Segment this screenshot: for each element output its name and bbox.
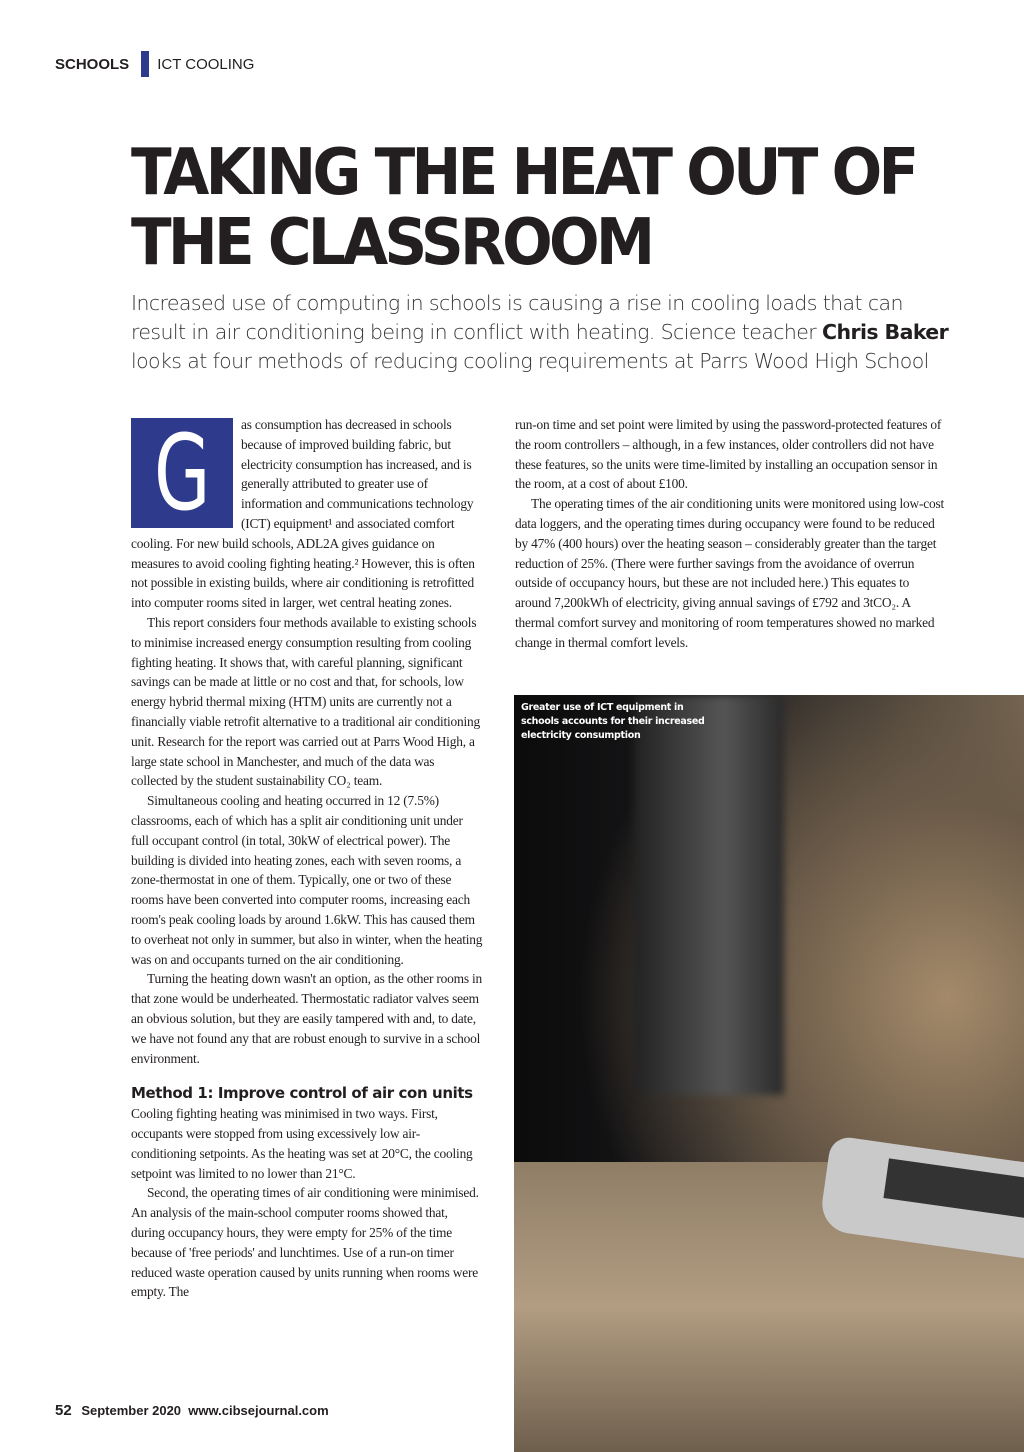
right-column xyxy=(515,415,945,653)
paragraph: Second, the operating times of air conditioning were minimised. An analysis of the main-school computer rooms showed that, during occupancy hours, they were empty for 25% of the time because of 'free periods' and lunchtimes. Use of a run-on timer reduced waste operation caused by units running when rooms were empty. The xyxy=(131,1185,479,1300)
section-label: SCHOOLS xyxy=(55,55,130,73)
standfirst-text: Increased use of computing in schools is causing a rise in cooling loads that can result in air conditioning being in conflict with heating. Science teacher xyxy=(131,291,903,344)
section-divider xyxy=(141,51,149,77)
subheading-method-1: Method 1: Improve control of air con units xyxy=(131,1084,473,1103)
monitor-shape xyxy=(634,695,784,1095)
standfirst-text-end: looks at four methods of reducing cooling requirements at Parrs Wood High School xyxy=(131,349,929,373)
paragraph: Simultaneous cooling and heating occurred in 12 (7.5%) classrooms, each of which has a split air conditioning unit under full occupant control (in total, 30kW of electrical power). The building is divided into heating zones, each with seven rooms, a zone-thermostat in one of them. Typically, one or two of these rooms have been converted into computer rooms, increasing each room's peak cooling loads by around 1.6kW. This has caused them to overheat not only in summer, but also in winter, when the heating was on and occupants turned on the air conditioning. xyxy=(131,793,483,967)
author-name: Chris Baker xyxy=(822,320,949,344)
article-title: TAKING THE HEAT OUT OF THE CLASSROOM xyxy=(131,136,916,280)
paragraph: as consumption has decreased in schools because of improved building fabric, but electricity consumption has increased, and is generally attributed to greater use of information and communications technology (ICT) equipment¹ and associated comfort cooling. For new build schools, ADL2A gives guidance on measures to avoid cooling fighting heating.² However, this is often not possible in existing builds, where air conditioning is retrofitted into computer rooms sited in larger, wet central heating zones. xyxy=(131,417,475,611)
paragraph: This report considers four methods available to existing schools to minimise increased energy consumption resulting from cooling fighting heating. It shows that, with careful planning, significant savings can be made at little or no cost and that, for schools, low energy hybrid thermal mixing (HTM) units are currently not a financially viable retrofit alternative to a traditional air conditioning unit. Research for the report was carried out at Parrs Wood High, a large state school in Manchester, and much of the data was collected by the student sustainability CO₂ team. xyxy=(131,614,481,789)
issue-date: September 2020 xyxy=(81,1403,182,1418)
page-number: 52 xyxy=(55,1402,72,1419)
left-column xyxy=(131,412,483,1302)
standfirst xyxy=(131,289,951,376)
website-link[interactable]: www.cibsejournal.com xyxy=(188,1403,329,1418)
photo-caption: Greater use of ICT equipment in schools accounts for their increased electricity consumption xyxy=(521,702,705,741)
paragraph: Turning the heating down wasn't an option, as the other rooms in that zone would be underheated. Thermostatic radiator valves seem an obvious solution, but they are easily tampered with and, to date, we have not found any that are robust enough to survive in a school environment. xyxy=(131,971,483,1066)
drop-cap: G xyxy=(131,418,233,528)
page-footer xyxy=(55,1402,329,1419)
classroom-computer-photo xyxy=(514,695,1024,1452)
paragraph: run-on time and set point were limited by using the password-protected features of the room controllers – although, in a few instances, older controllers did not have these features, so the units were time-limited by installing an occupation sensor in the room, at a cost of about £100. xyxy=(515,417,942,492)
topic-label: ICT COOLING xyxy=(157,55,255,73)
paragraph: Cooling fighting heating was minimised in two ways. First, occupants were stopped from using excessively low air-conditioning setpoints. As the heating was set at 20°C, the cooling setpoint was limited to no lower than 21°C. xyxy=(131,1106,473,1181)
paragraph: The operating times of the air conditioning units were monitored using low-cost data loggers, and the operating times during occupancy were found to be reduced by 47% (400 hours) over the heating season – considerably greater than the target reduction of 25%. (There were further savings from the avoidance of overrun outside of occupancy hours, but these are not included here.) This equates to around 7,200kWh of electricity, giving annual savings of £792 and 3tCO₂. A thermal comfort survey and monitoring of room temperatures showed no marked change in thermal comfort levels. xyxy=(515,496,944,650)
section-header xyxy=(55,51,254,77)
